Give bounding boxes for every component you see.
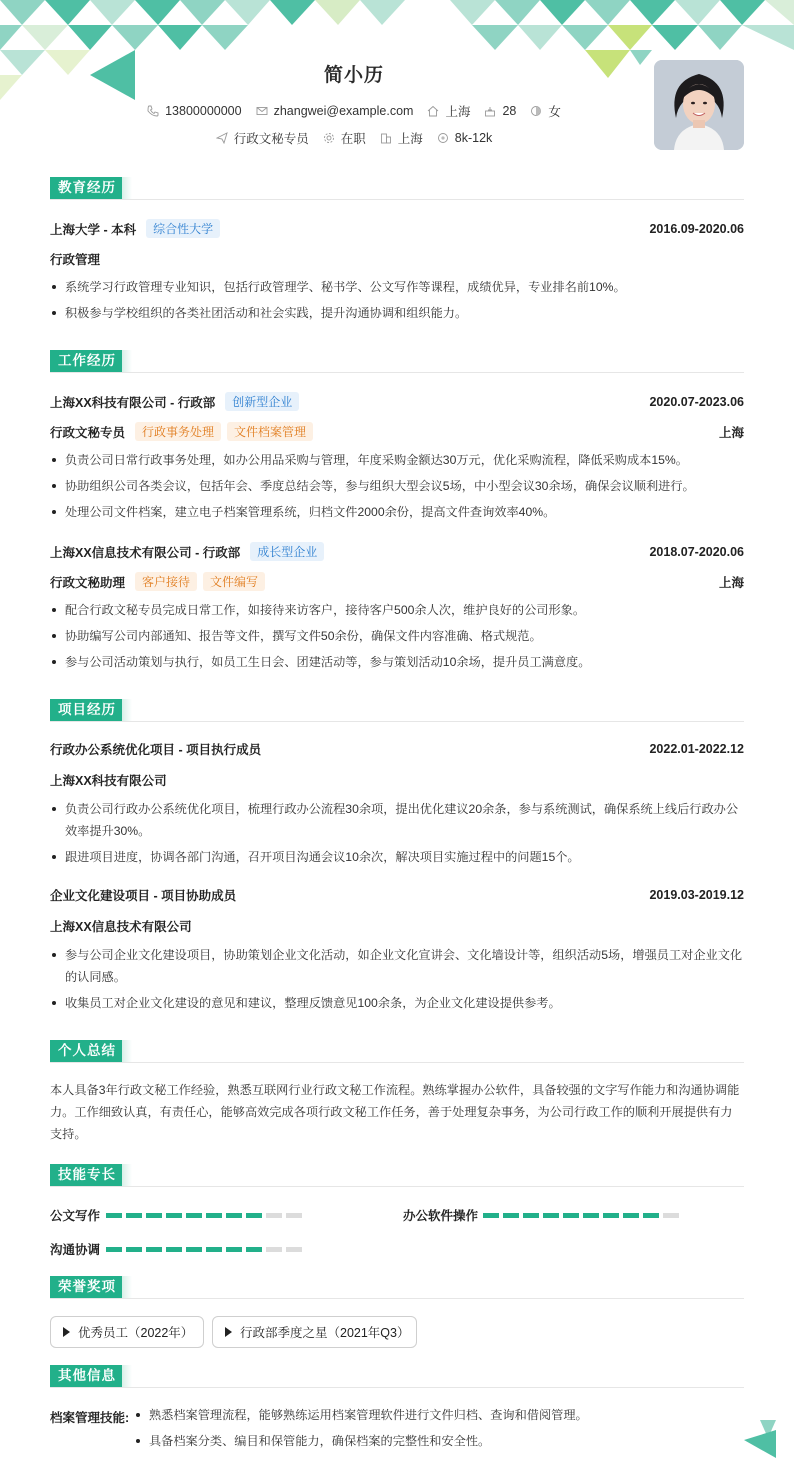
education-bullets	[50, 276, 744, 328]
award-item[interactable]	[212, 1316, 417, 1348]
company-tag: 创新型企业	[225, 392, 299, 411]
job-bullets	[50, 449, 744, 527]
skill-segment	[643, 1213, 659, 1218]
job-date: 2018.07-2020.06	[649, 544, 744, 559]
company-name: 上海XX科技有限公司 - 行政部	[50, 395, 216, 410]
skill-segment	[206, 1247, 222, 1252]
section-header	[50, 1040, 744, 1063]
project-company: 上海XX信息技术有限公司	[50, 920, 192, 934]
candidate-name: 简小历	[323, 65, 384, 86]
project-header-row	[50, 740, 744, 758]
skill-segment	[186, 1213, 202, 1218]
coin-icon	[437, 132, 449, 144]
other-bullets	[134, 1404, 734, 1456]
school-tag: 综合性大学	[146, 219, 220, 238]
project-date: 2022.01-2022.12	[649, 742, 744, 756]
position-text: 行政文秘专员	[233, 132, 309, 146]
section-header	[50, 1164, 744, 1187]
job-city: 上海	[718, 425, 744, 440]
job-role-row	[50, 572, 744, 591]
list-item: 协助组织公司各类会议，包括年会、季度总结会等，参与组织大型会议5场，中小型会议30余场，确保会议顺利进行。	[50, 475, 744, 497]
status-text: 在职	[340, 132, 366, 146]
building-icon	[380, 132, 392, 144]
skill-segment	[126, 1213, 142, 1218]
corner-decoration	[740, 1418, 780, 1460]
section-title: 工作经历	[50, 350, 124, 372]
skill-segment	[603, 1213, 619, 1218]
skill-segment	[186, 1247, 202, 1252]
section-title: 技能专长	[50, 1164, 124, 1186]
project-date: 2019.03-2019.12	[649, 888, 744, 902]
skill-segment	[523, 1213, 539, 1218]
summary-section	[50, 1040, 744, 1141]
skill-tag: 文件档案管理	[227, 422, 313, 441]
home-icon	[427, 105, 439, 117]
phone-icon	[147, 105, 159, 117]
skill-level-bar	[483, 1213, 679, 1218]
skill-segment	[286, 1247, 302, 1252]
email-text: zhangwei@example.com	[273, 104, 414, 118]
skill-segment	[663, 1213, 679, 1218]
cake-icon	[484, 105, 496, 117]
education-header-row	[50, 219, 744, 238]
skill-segment	[226, 1247, 242, 1252]
award-item[interactable]	[50, 1316, 204, 1348]
title-accent	[122, 350, 132, 372]
skill-segment	[266, 1247, 282, 1252]
project-bullets	[50, 798, 744, 872]
gender-text: 女	[548, 105, 561, 119]
company-name: 上海XX信息技术有限公司 - 行政部	[50, 545, 241, 560]
job-role: 行政文秘助理	[50, 575, 126, 590]
project-name: 企业文化建设项目 - 项目协助成员	[50, 889, 237, 903]
skill-segment	[503, 1213, 519, 1218]
award-text: 行政部季度之星（2021年Q3）	[240, 1326, 410, 1340]
skill-name: 办公软件操作	[403, 1209, 479, 1223]
section-title: 其他信息	[50, 1365, 124, 1387]
salary-info	[437, 131, 493, 145]
list-item: 系统学习行政管理专业知识，包括行政管理学、秘书学、公文写作等课程，成绩优异，专业排名前10%。	[50, 276, 744, 298]
work-section	[50, 350, 744, 669]
project-bullets	[50, 944, 744, 1018]
skill-name: 公文写作	[50, 1209, 101, 1223]
email-info	[256, 104, 414, 118]
list-item: 参与公司企业文化建设项目，协助策划企业文化活动，如企业文化宣讲会、文化墙设计等，组织活动5场，增强员工对企业文化的认同感。	[50, 944, 744, 988]
skill-segment	[483, 1213, 499, 1218]
section-header	[50, 350, 744, 373]
skill-segment	[286, 1213, 302, 1218]
list-item: 负责公司行政办公系统优化项目，梳理行政办公流程30余项，提出优化建议20余条，参与系统测试，确保系统上线后行政办公效率提升30%。	[50, 798, 744, 842]
profile-photo	[654, 60, 744, 150]
skill-segment	[266, 1213, 282, 1218]
project-company: 上海XX科技有限公司	[50, 774, 167, 788]
age-text: 28	[502, 104, 517, 118]
job-header-row	[50, 542, 744, 561]
section-header	[50, 699, 744, 722]
title-accent	[122, 1040, 132, 1062]
skill-segment	[206, 1213, 222, 1218]
skill-item	[50, 1206, 302, 1224]
education-section	[50, 177, 744, 320]
play-icon	[63, 1327, 70, 1337]
city-text: 上海	[397, 132, 423, 146]
skill-segment	[166, 1213, 182, 1218]
education-date: 2016.09-2020.06	[649, 221, 744, 236]
job-bullets	[50, 599, 744, 677]
position-info	[216, 129, 309, 147]
skill-segment	[146, 1247, 162, 1252]
project-name: 行政办公系统优化项目 - 项目执行成员	[50, 743, 262, 757]
skill-name: 沟通协调	[50, 1243, 101, 1257]
skill-segment	[543, 1213, 559, 1218]
skill-segment	[583, 1213, 599, 1218]
skill-item	[50, 1240, 302, 1258]
city-info	[380, 129, 423, 147]
job-date: 2020.07-2023.06	[649, 394, 744, 409]
skill-tag: 文件编写	[203, 572, 265, 591]
major: 行政管理	[50, 253, 101, 267]
section-title: 教育经历	[50, 177, 124, 199]
award-text: 优秀员工（2022年）	[78, 1326, 194, 1340]
awards-section	[50, 1276, 744, 1340]
projects-section	[50, 699, 744, 1010]
list-item: 熟悉档案管理流程，能够熟练运用档案管理软件进行文件归档、查询和借阅管理。	[134, 1404, 734, 1426]
title-accent	[122, 1276, 132, 1298]
title-accent	[122, 699, 132, 721]
job-header-row	[50, 392, 744, 411]
skills-section	[50, 1164, 744, 1257]
skill-segment	[226, 1213, 242, 1218]
send-icon	[216, 132, 228, 144]
section-title: 项目经历	[50, 699, 124, 721]
section-header	[50, 177, 744, 200]
email-icon	[256, 105, 268, 117]
skill-level-bar	[106, 1247, 302, 1252]
skill-segment	[106, 1247, 122, 1252]
company-tag: 成长型企业	[250, 542, 324, 561]
list-item: 配合行政文秘专员完成日常工作，如接待来访客户，接待客户500余人次，维护良好的公司形象。	[50, 599, 744, 621]
list-item: 参与公司活动策划与执行，如员工生日会、团建活动等，参与策划活动10余场，提升员工满意度。	[50, 651, 744, 673]
job-city: 上海	[718, 575, 744, 590]
list-item: 跟进项目进度，协调各部门沟通，召开项目沟通会议10余次，解决项目实施过程中的问题15个。	[50, 846, 744, 868]
play-icon	[225, 1327, 232, 1337]
skill-segment	[106, 1213, 122, 1218]
phone-text: 13800000000	[165, 104, 242, 118]
other-label: 档案管理技能:	[50, 1411, 130, 1425]
list-item: 负责公司日常行政事务处理，如办公用品采购与管理，年度采购金额达30万元，优化采购流程，降低采购成本15%。	[50, 449, 744, 471]
section-header	[50, 1276, 744, 1299]
section-title: 荣誉奖项	[50, 1276, 124, 1298]
skill-level-bar	[106, 1213, 302, 1218]
skill-tag: 客户接待	[135, 572, 197, 591]
location-text: 上海	[445, 105, 471, 119]
skill-segment	[146, 1213, 162, 1218]
title-accent	[122, 1164, 132, 1186]
contact-row	[0, 102, 708, 120]
age-info	[484, 104, 516, 118]
gender-info	[530, 102, 561, 120]
list-item: 处理公司文件档案，建立电子档案管理系统，归档文件2000余份，提高文件查询效率40%。	[50, 501, 744, 523]
skill-segment	[126, 1247, 142, 1252]
job-role: 行政文秘专员	[50, 425, 126, 440]
title-accent	[122, 177, 132, 199]
skill-item	[403, 1206, 679, 1224]
skill-tag: 行政事务处理	[135, 422, 221, 441]
title-accent	[122, 1365, 132, 1387]
school-name: 上海大学 - 本科	[50, 222, 137, 237]
job-intent-row	[0, 129, 708, 147]
skill-segment	[246, 1213, 262, 1218]
section-header	[50, 1365, 744, 1388]
settings-icon	[323, 132, 335, 144]
section-title: 个人总结	[50, 1040, 124, 1062]
skill-segment	[246, 1247, 262, 1252]
list-item: 积极参与学校组织的各类社团活动和社会实践，提升沟通协调和组织能力。	[50, 302, 744, 324]
skill-segment	[623, 1213, 639, 1218]
skill-segment	[166, 1247, 182, 1252]
location-info	[427, 102, 470, 120]
phone-info	[147, 104, 241, 118]
summary-text: 本人具备3年行政文秘工作经验，熟悉互联网行业行政文秘工作流程。熟练掌握办公软件，具备较强的文字写作能力和沟通协调能力。工作细致认真，有责任心，能够高效完成各项行政文秘工作任务，善于处理复杂事务，为公司行政工作的顺利开展提供有力支持。	[50, 1083, 740, 1141]
list-item: 协助编写公司内部通知、报告等文件，撰写文件50余份，确保文件内容准确、格式规范。	[50, 625, 744, 647]
job-role-row	[50, 422, 744, 441]
other-section	[50, 1365, 744, 1448]
salary-text: 8k-12k	[454, 131, 493, 145]
list-item: 具备档案分类、编目和保管能力，确保档案的完整性和安全性。	[134, 1430, 734, 1452]
skill-segment	[563, 1213, 579, 1218]
status-info	[323, 129, 366, 147]
list-item: 收集员工对企业文化建设的意见和建议，整理反馈意见100余条，为企业文化建设提供参考。	[50, 992, 744, 1014]
project-header-row	[50, 886, 744, 904]
gender-icon	[530, 105, 542, 117]
